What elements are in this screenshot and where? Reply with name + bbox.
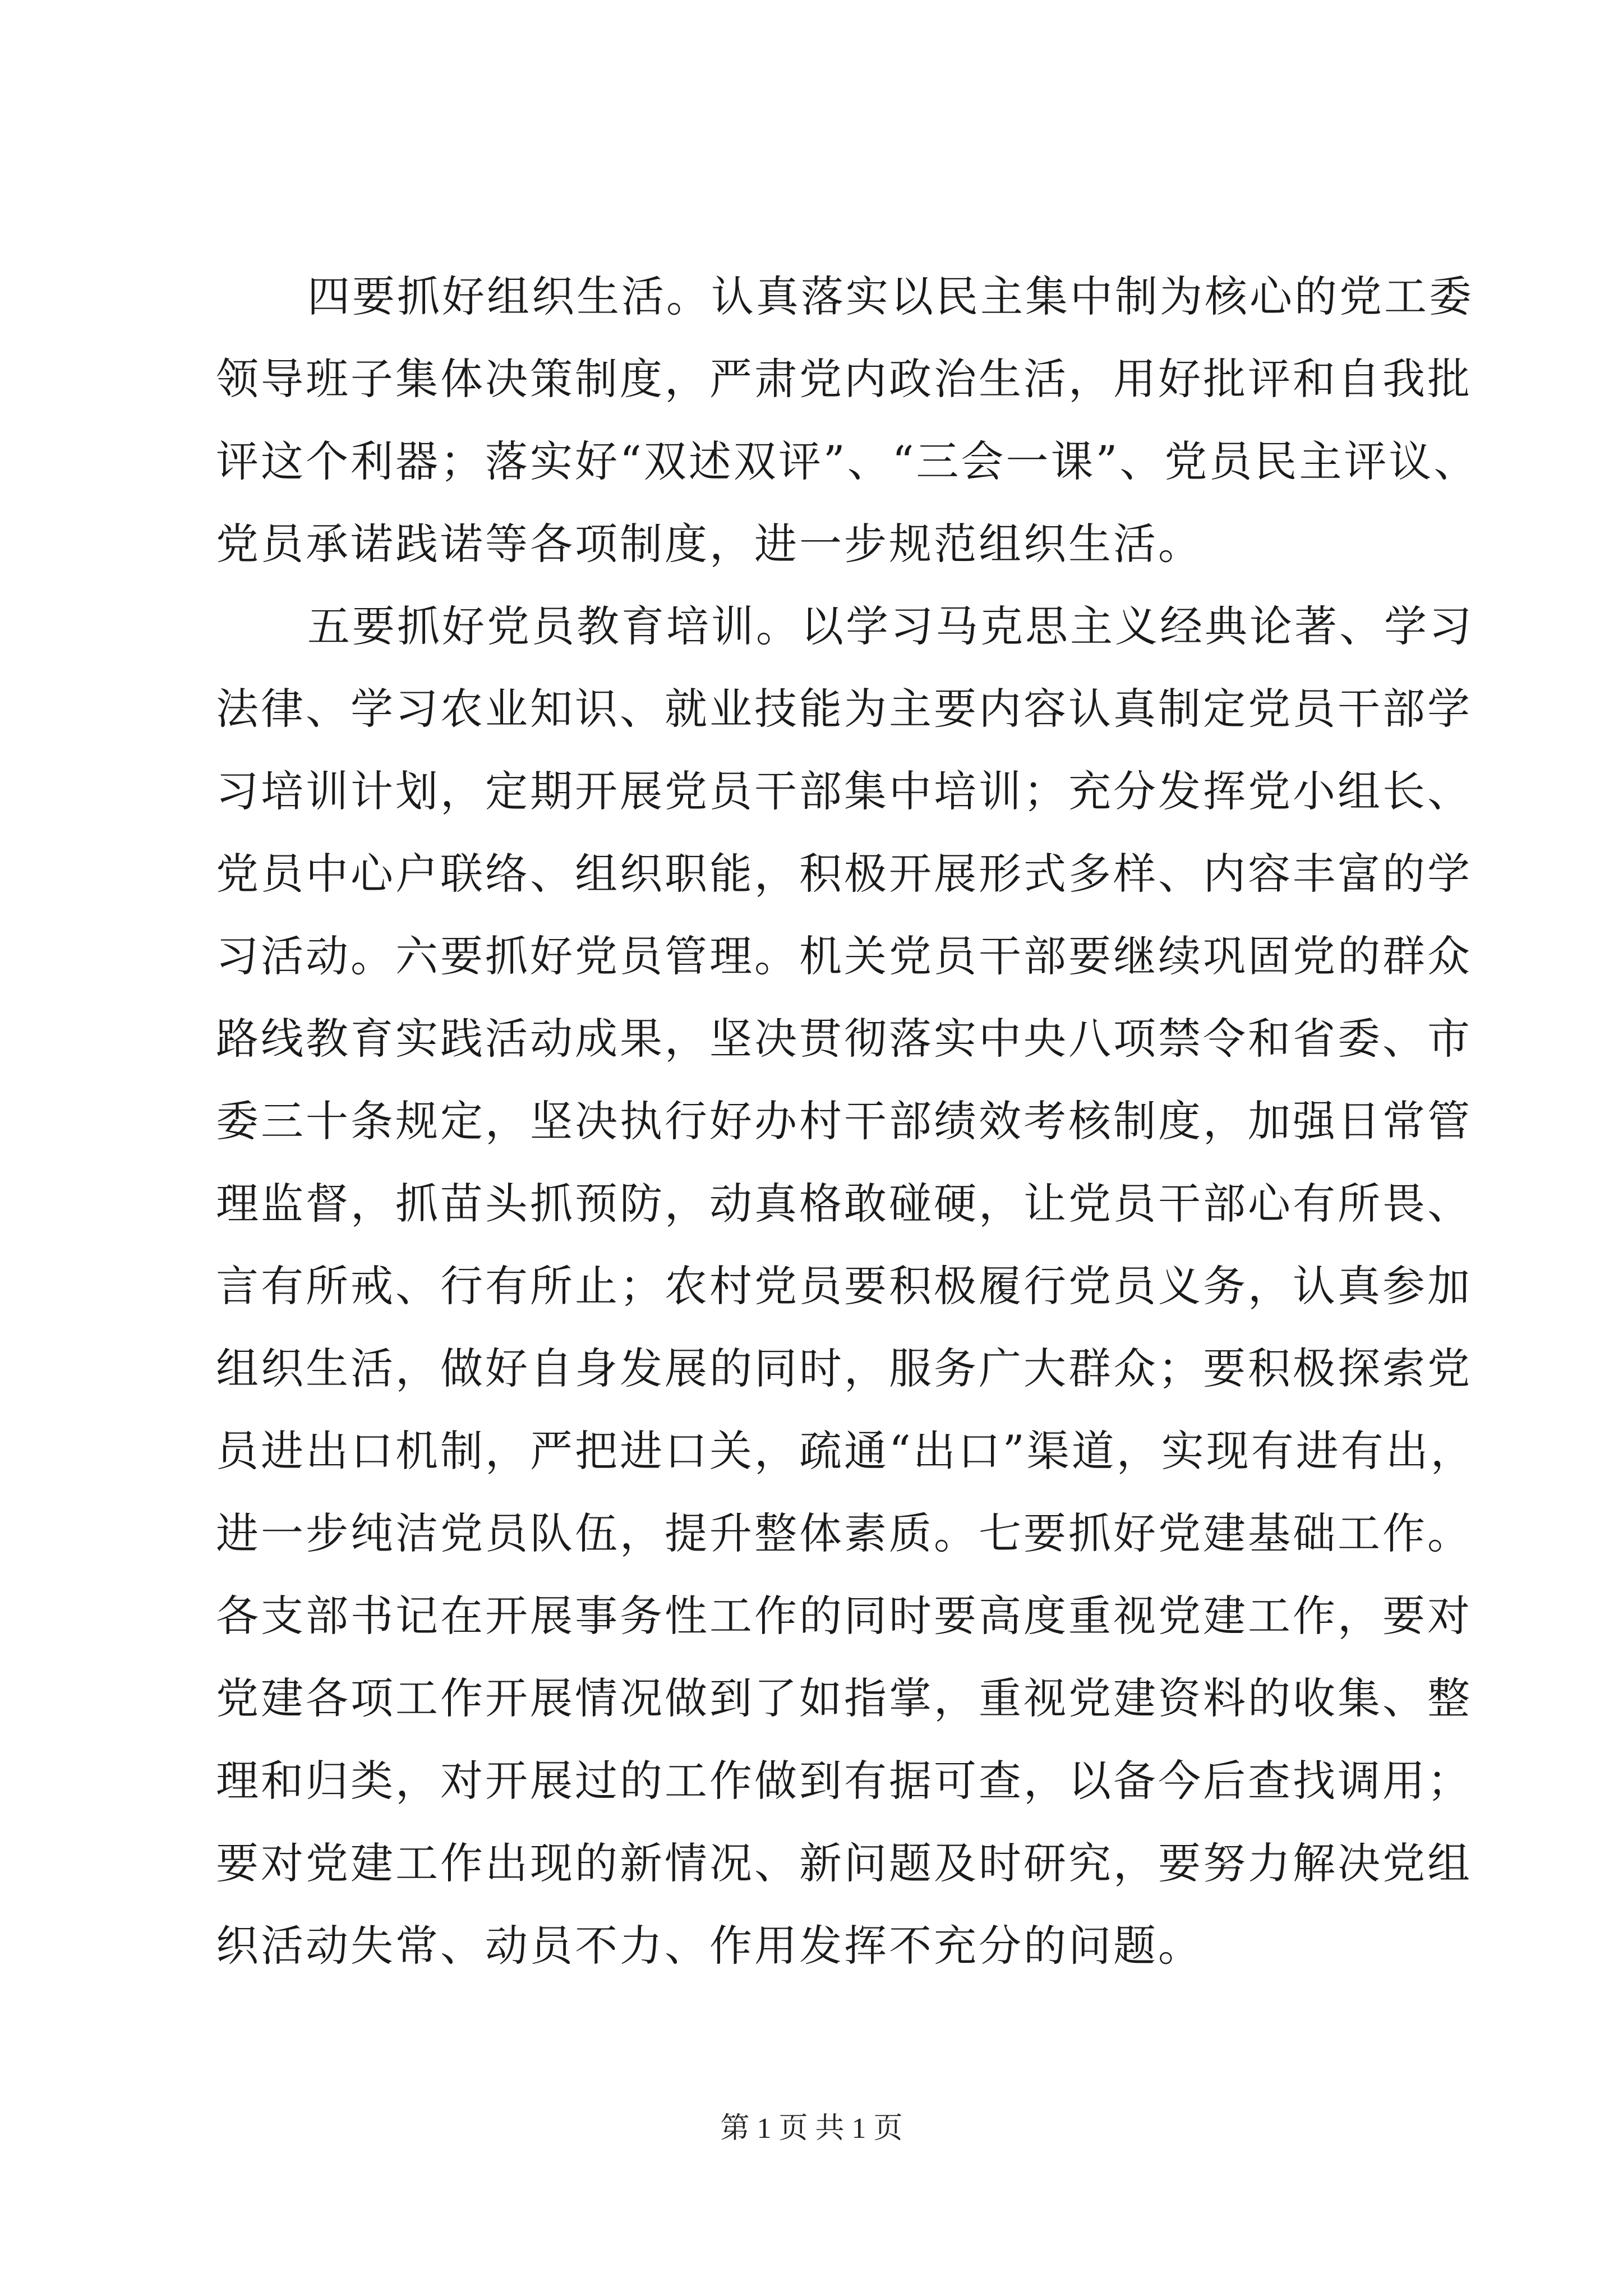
text-line: 五要抓好党员教育培训。以学习马克思主义经典论著、学习: [307, 601, 1474, 651]
text-line: 党员承诺践诺等各项制度，进一步规范组织生活。: [216, 519, 1203, 569]
text-line: 领导班子集体决策制度，严肃党内政治生活，用好批评和自我批: [216, 354, 1472, 404]
text-line: 组织生活，做好自身发展的同时，服务广大群众；要积极探索党: [216, 1343, 1472, 1393]
text-line: 要对党建工作出现的新情况、新问题及时研究，要努力解决党组: [216, 1838, 1472, 1888]
text-line: 委三十条规定，坚决执行好办村干部绩效考核制度，加强日常管: [216, 1096, 1472, 1146]
text-line: 织活动失常、动员不力、作用发挥不充分的问题。: [216, 1921, 1203, 1971]
page-number-footer: 第 1 页 共 1 页: [720, 2113, 903, 2145]
text-line: 习活动。六要抓好党员管理。机关党员干部要继续巩固党的群众: [216, 931, 1472, 981]
text-line: 各支部书记在开展事务性工作的同时要高度重视党建工作，要对: [216, 1591, 1472, 1641]
text-line: 党建各项工作开展情况做到了如指掌，重视党建资料的收集、整: [216, 1673, 1472, 1723]
text-line: 四要抓好组织生活。认真落实以民主集中制为核心的党工委: [307, 272, 1474, 321]
paragraph-1: [216, 255, 1479, 585]
text-line: 理和归类，对开展过的工作做到有据可查，以备今后查找调用；: [216, 1756, 1472, 1806]
paragraph-2: [216, 585, 1476, 1987]
text-line: 法律、学习农业知识、就业技能为主要内容认真制定党员干部学: [216, 684, 1472, 734]
text-line: 习培训计划，定期开展党员干部集中培训；充分发挥党小组长、: [216, 766, 1472, 816]
text-line: 进一步纯洁党员队伍，提升整体素质。七要抓好党建基础工作。: [216, 1508, 1472, 1558]
text-line: 员进出口机制，严把进口关，疏通“出口”渠道，实现有进有出，: [216, 1426, 1476, 1476]
text-line: 理监督，抓苗头抓预防，动真格敢碰硬，让党员干部心有所畏、: [216, 1179, 1472, 1228]
text-line: 党员中心户联络、组织职能，积极开展形式多样、内容丰富的学: [216, 849, 1472, 899]
document-body: [216, 255, 1479, 1987]
text-line: 评这个利器；落实好“双述双评”、“三会一课”、党员民主评议、: [216, 436, 1479, 486]
text-line: 言有所戒、行有所止；农村党员要积极履行党员义务，认真参加: [216, 1261, 1472, 1311]
text-line: 路线教育实践活动成果，坚决贯彻落实中央八项禁令和省委、市: [216, 1014, 1472, 1064]
